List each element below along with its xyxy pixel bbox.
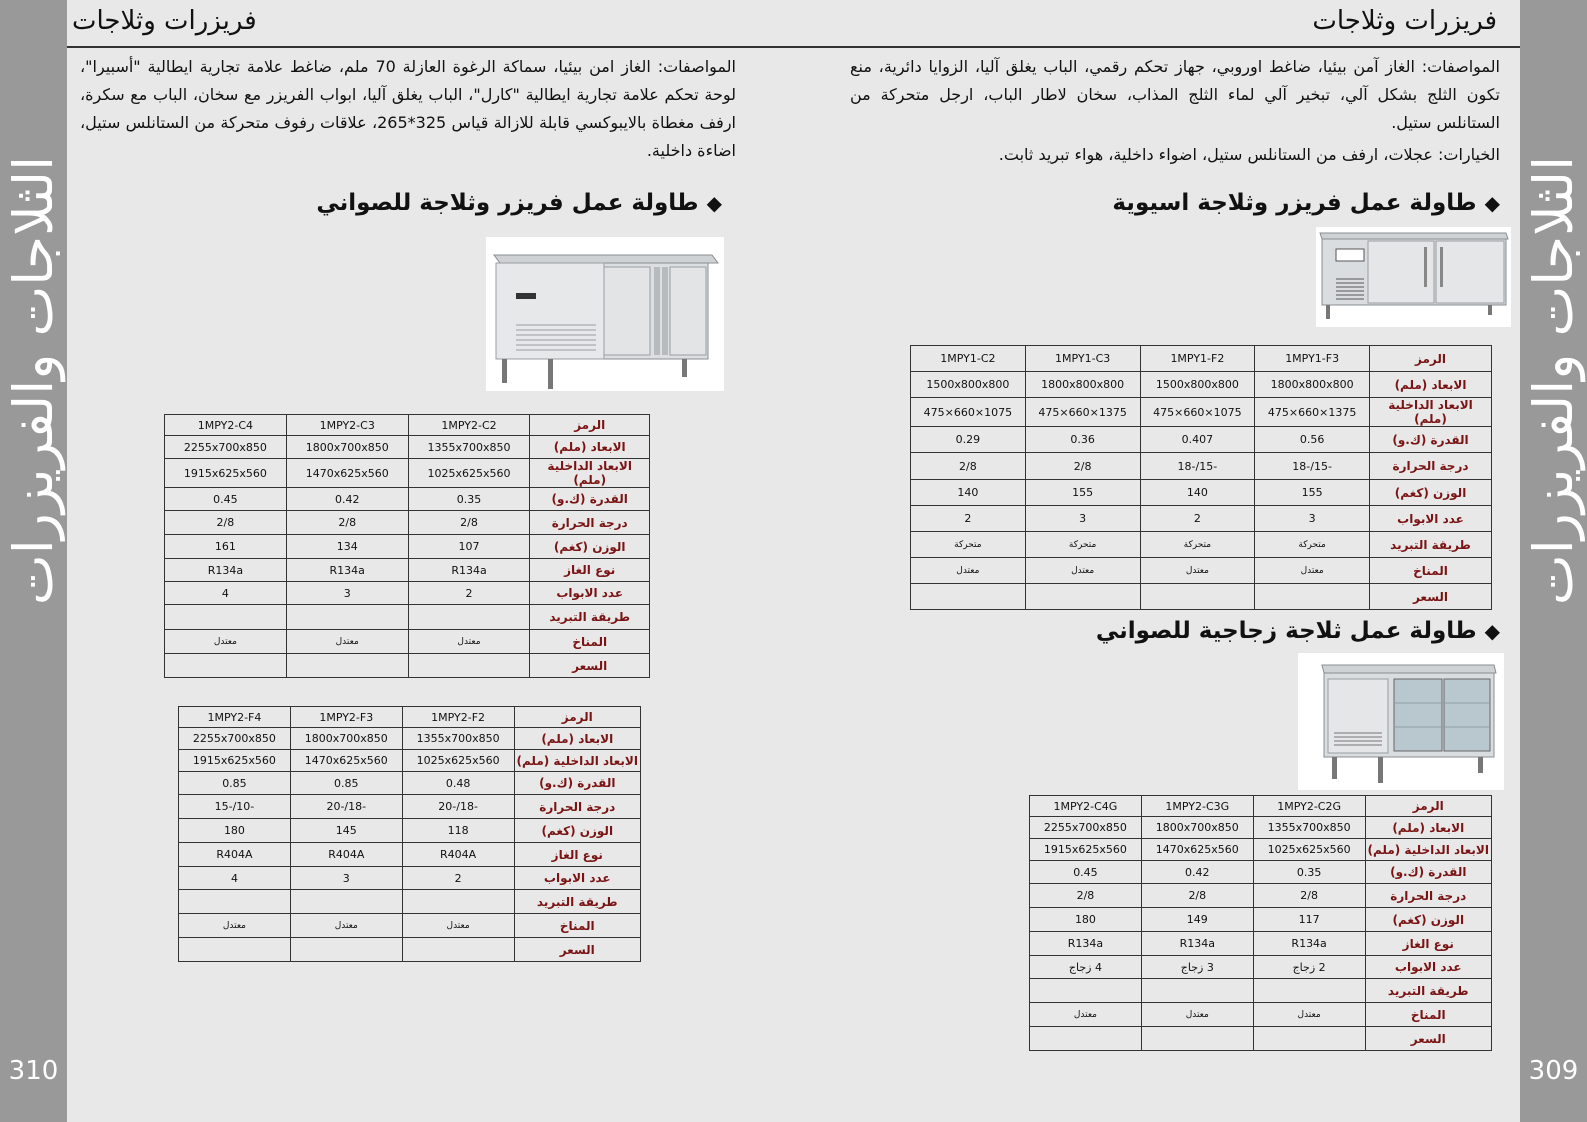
spec-row [911,480,1492,506]
spec-row [179,843,641,867]
asian-freezer-table-image [1316,227,1511,327]
spec-cell: 1MPY2-C3 [286,415,408,436]
spec-row-label: القدرة (ك.و) [1365,861,1491,884]
spec-cell: 3 [286,582,408,605]
spec-row [1030,796,1492,817]
spec-row-label: طريقة التبريد [530,605,650,630]
spec-row [911,584,1492,610]
spec-row-label: نوع الغاز [514,843,640,867]
spec-row-label: درجة الحرارة [1370,453,1492,480]
spec-cell: 1025x625x560 [408,459,530,488]
spec-cell: 0.42 [1141,861,1253,884]
spec-cell: متحركة [1140,532,1255,558]
spec-row [1030,1003,1492,1027]
spec-cell: 2/8 [911,453,1026,480]
spec-cell: معتدل [402,914,514,938]
spec-cell: -10/-15 [179,795,291,819]
spec-row [1030,932,1492,956]
spec-cell: 4 [165,582,287,605]
spec-row [911,532,1492,558]
spec-row [911,372,1492,398]
spec-cell: 161 [165,535,287,559]
spec-cell: 155 [1025,480,1140,506]
spec-row [1030,979,1492,1003]
spec-row [1030,839,1492,861]
spec-cell: R134a [1141,932,1253,956]
spec-row-label: الوزن (كغم) [514,819,640,843]
spec-cell: 0.56 [1255,427,1370,453]
spec-cell: معتدل [1255,558,1370,584]
spec-cell: 2/8 [165,511,287,535]
spec-cell [165,605,287,630]
spec-row-label: الابعاد الداخلية (ملم) [1370,398,1492,427]
spec-cell: 0.407 [1140,427,1255,453]
spec-row [911,427,1492,453]
spec-row [165,488,650,511]
spec-row-label: الوزن (كغم) [1370,480,1492,506]
tray-freezer-table-photo [486,237,724,391]
spec-cell: 140 [1140,480,1255,506]
spec-cell [408,605,530,630]
spec-row [911,506,1492,532]
left-spec-table-2 [178,706,641,962]
spec-row [1030,956,1492,979]
spec-row-label: المناخ [1365,1003,1491,1027]
spec-row [179,914,641,938]
spec-cell: 0.29 [911,427,1026,453]
spec-cell: 1MPY1-C3 [1025,346,1140,372]
spec-cell: 0.85 [290,772,402,795]
spec-cell [402,938,514,962]
spec-cell: 1MPY2-C2 [408,415,530,436]
spec-cell: 1375×660×475 [1255,398,1370,427]
spec-cell: 1MPY2-C4 [165,415,287,436]
spec-cell: 2 [1140,506,1255,532]
spec-cell: -18/-20 [402,795,514,819]
spec-cell: 1500x800x800 [911,372,1026,398]
spec-cell: معتدل [1025,558,1140,584]
spec-cell: 134 [286,535,408,559]
spec-cell: 1500x800x800 [1140,372,1255,398]
spec-row-label: عدد الابواب [1370,506,1492,532]
spec-cell: 1MPY1-F3 [1255,346,1370,372]
spec-cell [286,654,408,678]
spec-cell [1140,584,1255,610]
spec-cell: معتدل [1140,558,1255,584]
spec-cell [1141,979,1253,1003]
spec-row [165,459,650,488]
spec-row [165,582,650,605]
diamond-icon: ◆ [1484,191,1500,215]
spec-cell: 2/8 [1025,453,1140,480]
spec-row-label: السعر [1370,584,1492,610]
spec-cell: 1MPY1-C2 [911,346,1026,372]
spec-cell: R404A [290,843,402,867]
left-specs: المواصفات: الغاز امن بيئيا، سماكة الرغوة العازلة 70 ملم، ضاغط علامة تجارية ايطالية "أسبيرا"، لوحة تحكم علامة تجارية ايطالية "كارل"، الباب يغلق آليا، ابواب الفريزر مع سخان، الباب مع سكرة، ارفف مغطاة بالايبوكسي قابلة للازالة قياس 325*265، علاقات رفوف متحركة من الستانلس ستيل، اضاءة داخلية. [80,57,737,160]
spec-cell: معتدل [1030,1003,1142,1027]
spec-cell [165,654,287,678]
spec-row [179,772,641,795]
spec-row-label: القدرة (ك.و) [530,488,650,511]
spec-row-label: المناخ [514,914,640,938]
right-specs: المواصفات: الغاز آمن بيئيا، ضاغط اوروبي، جهاز تحكم رقمي، الباب يغلق آليا، الزوايا دائرية، منع تكون الثلج بشكل آلي، تبخير آلي لماء الثلج المذاب، سخان لاطار الباب، ارجل متحركة من الستانلس ستيل. [850,57,1500,132]
spec-row-label: الابعاد الداخلية (ملم) [514,750,640,772]
spec-cell: 0.42 [286,488,408,511]
spec-row-label: الابعاد الداخلية (ملم) [530,459,650,488]
tray-freezer-table-image [486,237,724,391]
spec-row-label: الابعاد الداخلية (ملم) [1365,839,1491,861]
spec-cell: 1800x800x800 [1255,372,1370,398]
right-section2-title-text: طاولة عمل ثلاجة زجاجية للصواني [1095,618,1477,644]
spec-row [165,630,650,654]
spec-cell: 1470x625x560 [1141,839,1253,861]
right-section1-title [1112,190,1500,216]
spec-cell: 1MPY2-F2 [402,707,514,728]
spec-cell: 1075×660×475 [1140,398,1255,427]
spec-row-label: طريقة التبريد [1365,979,1491,1003]
spec-row-label: السعر [530,654,650,678]
left-page-number: 310 [8,1056,59,1086]
spec-row [1030,861,1492,884]
spec-row-label: طريقة التبريد [1370,532,1492,558]
spec-cell: 1MPY2-F4 [179,707,291,728]
spec-row [1030,908,1492,932]
glass-tray-fridge-table-photo [1298,653,1504,790]
spec-row [179,890,641,914]
spec-cell: 2/8 [286,511,408,535]
spec-cell: 1075×660×475 [911,398,1026,427]
diamond-icon: ◆ [1484,619,1500,643]
spec-cell: 0.85 [179,772,291,795]
spec-row-label: نوع الغاز [1365,932,1491,956]
spec-row [911,453,1492,480]
spec-cell: 0.48 [402,772,514,795]
spec-row [165,559,650,582]
spec-cell: 4 [179,867,291,890]
spec-cell: معتدل [1253,1003,1365,1027]
spec-cell: -18/-20 [290,795,402,819]
spec-cell: 2 [402,867,514,890]
spec-row-label: عدد الابواب [514,867,640,890]
spec-cell: 1MPY2-C2G [1253,796,1365,817]
spec-cell [290,938,402,962]
spec-cell: 1355x700x850 [402,728,514,750]
spec-cell: R404A [179,843,291,867]
spec-cell: معتدل [1141,1003,1253,1027]
spec-cell: 180 [179,819,291,843]
spec-row-label: درجة الحرارة [530,511,650,535]
spec-cell [1141,1027,1253,1051]
spec-cell: 1470x625x560 [286,459,408,488]
spec-cell: 1800x700x850 [1141,817,1253,839]
spec-cell: 2255x700x850 [165,436,287,459]
spec-cell: 118 [402,819,514,843]
spec-cell: 180 [1030,908,1142,932]
spec-row [165,511,650,535]
spec-row-label: الوزن (كغم) [1365,908,1491,932]
right-section2-title [1096,618,1500,644]
spec-row-label: درجة الحرارة [1365,884,1491,908]
spec-cell: 1800x800x800 [1025,372,1140,398]
spec-cell: 1915x625x560 [165,459,287,488]
spec-cell: 1355x700x850 [408,436,530,459]
spec-cell [1255,584,1370,610]
spec-cell: 0.36 [1025,427,1140,453]
spec-row [179,795,641,819]
spec-row [165,535,650,559]
spec-cell: 4 زجاج [1030,956,1142,979]
spec-row [165,654,650,678]
left-side-bar [0,0,67,1122]
spec-row-label: القدرة (ك.و) [514,772,640,795]
spec-cell: 1915x625x560 [179,750,291,772]
asian-freezer-table-photo [1316,227,1511,327]
spec-row-label: عدد الابواب [530,582,650,605]
right-header-title: فريزرات وثلاجات [1312,6,1497,36]
spec-cell: معتدل [179,914,291,938]
spec-cell [408,654,530,678]
spec-cell: 1MPY1-F2 [1140,346,1255,372]
spec-row-label: الابعاد (ملم) [1365,817,1491,839]
spec-row-label: طريقة التبريد [514,890,640,914]
spec-row-label: الابعاد (ملم) [1370,372,1492,398]
left-spec-table-1 [164,414,650,678]
right-spec-table-1 [910,345,1492,610]
spec-row [911,346,1492,372]
left-section-title [316,190,722,216]
spec-row-label: الرمز [1365,796,1491,817]
spec-cell: R134a [165,559,287,582]
spec-cell: 1025x625x560 [1253,839,1365,861]
spec-cell: 2255x700x850 [179,728,291,750]
spec-cell: 3 [290,867,402,890]
spec-cell: 1375×660×475 [1025,398,1140,427]
spec-cell: 140 [911,480,1026,506]
spec-row-label: السعر [1365,1027,1491,1051]
spec-cell: 1025x625x560 [402,750,514,772]
spec-cell: 1915x625x560 [1030,839,1142,861]
spec-row [1030,884,1492,908]
right-page-number: 309 [1528,1056,1579,1086]
spec-row [911,558,1492,584]
spec-row-label: الابعاد (ملم) [530,436,650,459]
left-side-title: الثلاجات والفريزرات [2,155,66,605]
spec-cell: 1470x625x560 [290,750,402,772]
spec-cell: معتدل [286,630,408,654]
spec-cell: R134a [1030,932,1142,956]
spec-row-label: الرمز [1370,346,1492,372]
spec-cell: 2255x700x850 [1030,817,1142,839]
spec-row-label: درجة الحرارة [514,795,640,819]
spec-row [911,398,1492,427]
spec-row-label: الرمز [514,707,640,728]
spec-cell: 1800x700x850 [290,728,402,750]
spec-cell: 0.35 [408,488,530,511]
spec-cell: معتدل [408,630,530,654]
spec-cell [1025,584,1140,610]
left-section-title-text: طاولة عمل فريزر وثلاجة للصواني [316,190,699,216]
spec-cell [290,890,402,914]
spec-cell: متحركة [1025,532,1140,558]
spec-cell [1253,979,1365,1003]
spec-row-label: الرمز [530,415,650,436]
right-side-bar [1520,0,1587,1122]
spec-cell: -15/-18 [1140,453,1255,480]
spec-row-label: المناخ [530,630,650,654]
spec-cell: 3 [1255,506,1370,532]
spec-row [165,605,650,630]
spec-cell: 2 زجاج [1253,956,1365,979]
spec-cell [1030,1027,1142,1051]
spec-row [179,819,641,843]
spec-cell: 2 [408,582,530,605]
spec-cell [1253,1027,1365,1051]
spec-row-label: القدرة (ك.و) [1370,427,1492,453]
spec-cell: R404A [402,843,514,867]
spec-row [1030,817,1492,839]
spec-cell: 1MPY2-C4G [1030,796,1142,817]
spec-cell: 2/8 [408,511,530,535]
spec-cell: معتدل [911,558,1026,584]
spec-row [179,728,641,750]
spec-row-label: الوزن (كغم) [530,535,650,559]
spec-row [179,750,641,772]
spec-row [1030,1027,1492,1051]
right-side-title: الثلاجات والفريزرات [1522,155,1586,605]
spec-row [165,436,650,459]
spec-cell: 0.35 [1253,861,1365,884]
spec-cell: -15/-18 [1255,453,1370,480]
right-options: الخيارات: عجلات، ارفف من الستانلس ستيل، اضواء داخلية، هواء تبريد ثابت. [998,145,1500,164]
spec-row [179,707,641,728]
spec-row [165,415,650,436]
right-section1-title-text: طاولة عمل فريزر وثلاجة اسيوية [1112,190,1477,216]
spec-cell [402,890,514,914]
spec-cell: 0.45 [165,488,287,511]
spec-cell [911,584,1026,610]
spec-cell: 1MPY2-F3 [290,707,402,728]
spec-cell: 1800x700x850 [286,436,408,459]
spec-cell: متحركة [911,532,1026,558]
spec-cell: R134a [1253,932,1365,956]
spec-cell: معتدل [165,630,287,654]
spec-cell: 1355x700x850 [1253,817,1365,839]
right-spec-table-2 [1029,795,1492,1051]
spec-cell: 2/8 [1141,884,1253,908]
spec-cell: R134a [408,559,530,582]
spec-cell: 3 زجاج [1141,956,1253,979]
spec-cell: 149 [1141,908,1253,932]
spec-row [179,938,641,962]
spec-cell: 1MPY2-C3G [1141,796,1253,817]
spec-cell [179,890,291,914]
spec-row-label: الابعاد (ملم) [514,728,640,750]
spec-row [179,867,641,890]
spec-cell [286,605,408,630]
spec-cell: متحركة [1255,532,1370,558]
spec-cell: 145 [290,819,402,843]
spec-cell [1030,979,1142,1003]
left-header-title: فريزرات وثلاجات [72,6,257,36]
spec-cell: 117 [1253,908,1365,932]
spec-row-label: نوع الغاز [530,559,650,582]
spec-cell [179,938,291,962]
diamond-icon: ◆ [706,191,722,215]
spec-cell: 3 [1025,506,1140,532]
spec-cell: 2/8 [1253,884,1365,908]
spec-cell: 155 [1255,480,1370,506]
spec-row-label: عدد الابواب [1365,956,1491,979]
spec-cell: 2/8 [1030,884,1142,908]
spec-cell: معتدل [290,914,402,938]
header-rule [67,46,1520,48]
spec-row-label: السعر [514,938,640,962]
glass-tray-fridge-table-image [1298,653,1504,790]
spec-cell: 2 [911,506,1026,532]
spec-cell: 107 [408,535,530,559]
spec-cell: 0.45 [1030,861,1142,884]
spec-cell: R134a [286,559,408,582]
spec-row-label: المناخ [1370,558,1492,584]
